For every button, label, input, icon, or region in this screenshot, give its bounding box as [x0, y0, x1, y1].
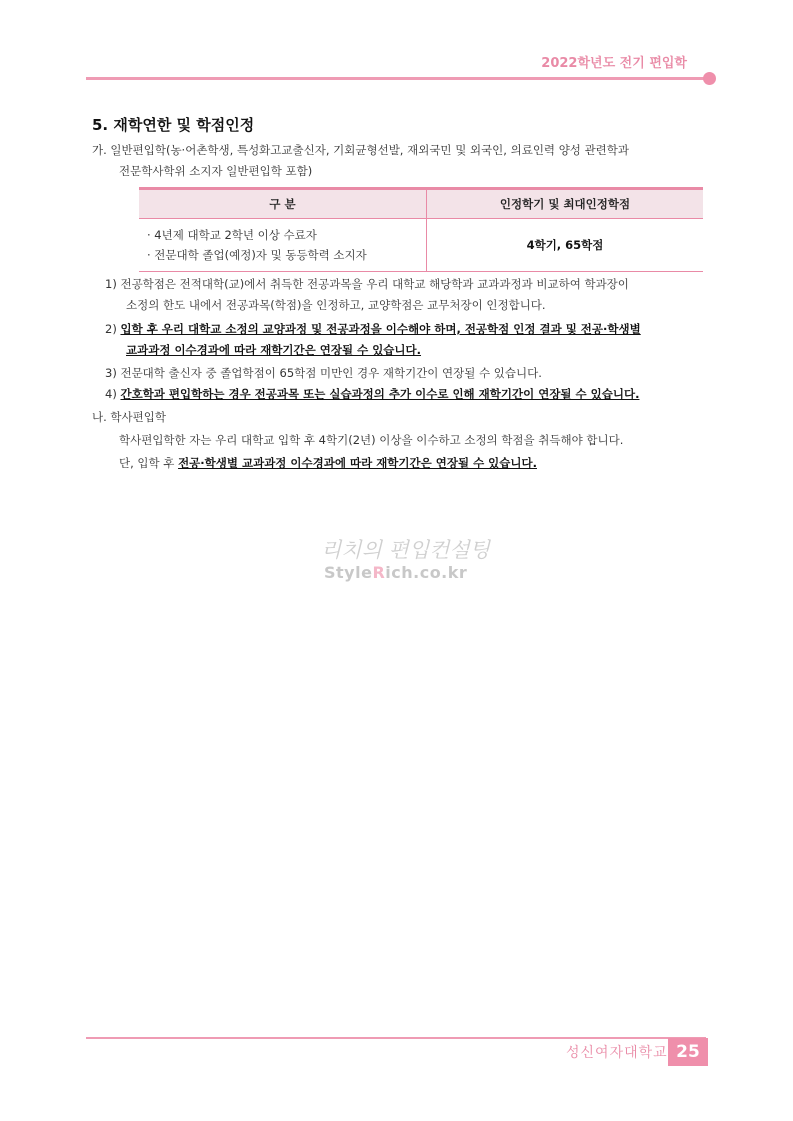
na-line-2: [119, 454, 537, 472]
item-2-line-2: [126, 341, 421, 359]
item-2-number: 2): [105, 322, 121, 336]
table-header-credits: 인정학기 및 최대인정학점: [427, 189, 704, 219]
table-header-row: [139, 189, 703, 219]
item-3: 3) 전문대학 출신자 중 졸업학점이 65학점 미만인 경우 재학기간이 연장될 수 있습니다.: [105, 366, 542, 380]
header-title: 2022학년도 전기 편입학: [541, 56, 687, 71]
table-header-category: 구 분: [139, 189, 427, 219]
na-title: 나. 학사편입학: [92, 410, 166, 424]
credit-table: [139, 187, 703, 272]
header-divider: [86, 77, 706, 80]
item-4: [105, 385, 639, 403]
item-2-line-1: [105, 320, 641, 338]
table-cell-line-2: · 전문대학 졸업(예정)자 및 동등학력 소지자: [147, 248, 367, 262]
footer-divider: [86, 1037, 706, 1039]
item-4-number: 4): [105, 387, 121, 401]
watermark-url-part-3: ich.co.kr: [385, 563, 468, 582]
header-dot-decoration: [703, 72, 716, 85]
item-1-line-2: 소정의 한도 내에서 전공과목(학점)을 인정하고, 교양학점은 교무처장이 인정합니다.: [126, 298, 546, 312]
watermark-korean: 리치의 편입컨설팅: [321, 538, 490, 562]
watermark-url-part-1: Style: [324, 563, 373, 582]
table-cell-line-1: · 4년제 대학교 2학년 이상 수료자: [147, 228, 317, 242]
section-title: 5. 재학연한 및 학점인정: [92, 116, 255, 134]
watermark-url: [324, 563, 467, 582]
page-number: 25: [668, 1038, 708, 1066]
table-row: [139, 219, 703, 272]
na-line-2-prefix: 단, 입학 후: [119, 456, 179, 470]
ga-line-1: 가. 일반편입학(농·어촌학생, 특성화고교출신자, 기회균형선발, 재외국민 및 외국인, 의료인력 양성 관련학과: [92, 143, 630, 157]
table-cell-credits: 4학기, 65학점: [427, 219, 704, 272]
item-4-emphasis: 간호학과 편입학하는 경우 전공과목 또는 실습과정의 추가 이수로 인해 재학기간이 연장될 수 있습니다.: [120, 387, 640, 401]
na-line-1: 학사편입학한 자는 우리 대학교 입학 후 4학기(2년) 이상을 이수하고 소정의 학점을 취득해야 합니다.: [119, 433, 624, 447]
ga-line-2: 전문학사학위 소지자 일반편입학 포함): [119, 164, 313, 178]
table-cell-category: [139, 219, 427, 272]
item-2-emphasis-1: 입학 후 우리 대학교 소정의 교양과정 및 전공과정을 이수해야 하며, 전공학점 인정 결과 및 전공·학생별: [120, 322, 641, 336]
item-2-emphasis-2: 교과과정 이수경과에 따라 재학기간은 연장될 수 있습니다.: [126, 343, 422, 357]
na-line-2-emphasis: 전공·학생별 교과과정 이수경과에 따라 재학기간은 연장될 수 있습니다.: [178, 456, 537, 470]
footer-school-name: 성신여자대학교: [566, 1045, 668, 1061]
item-1-line-1: 1) 전공학점은 전적대학(교)에서 취득한 전공과목을 우리 대학교 해당학과 교과과정과 비교하여 학과장이: [105, 277, 629, 291]
watermark-url-accent: R: [372, 563, 386, 582]
